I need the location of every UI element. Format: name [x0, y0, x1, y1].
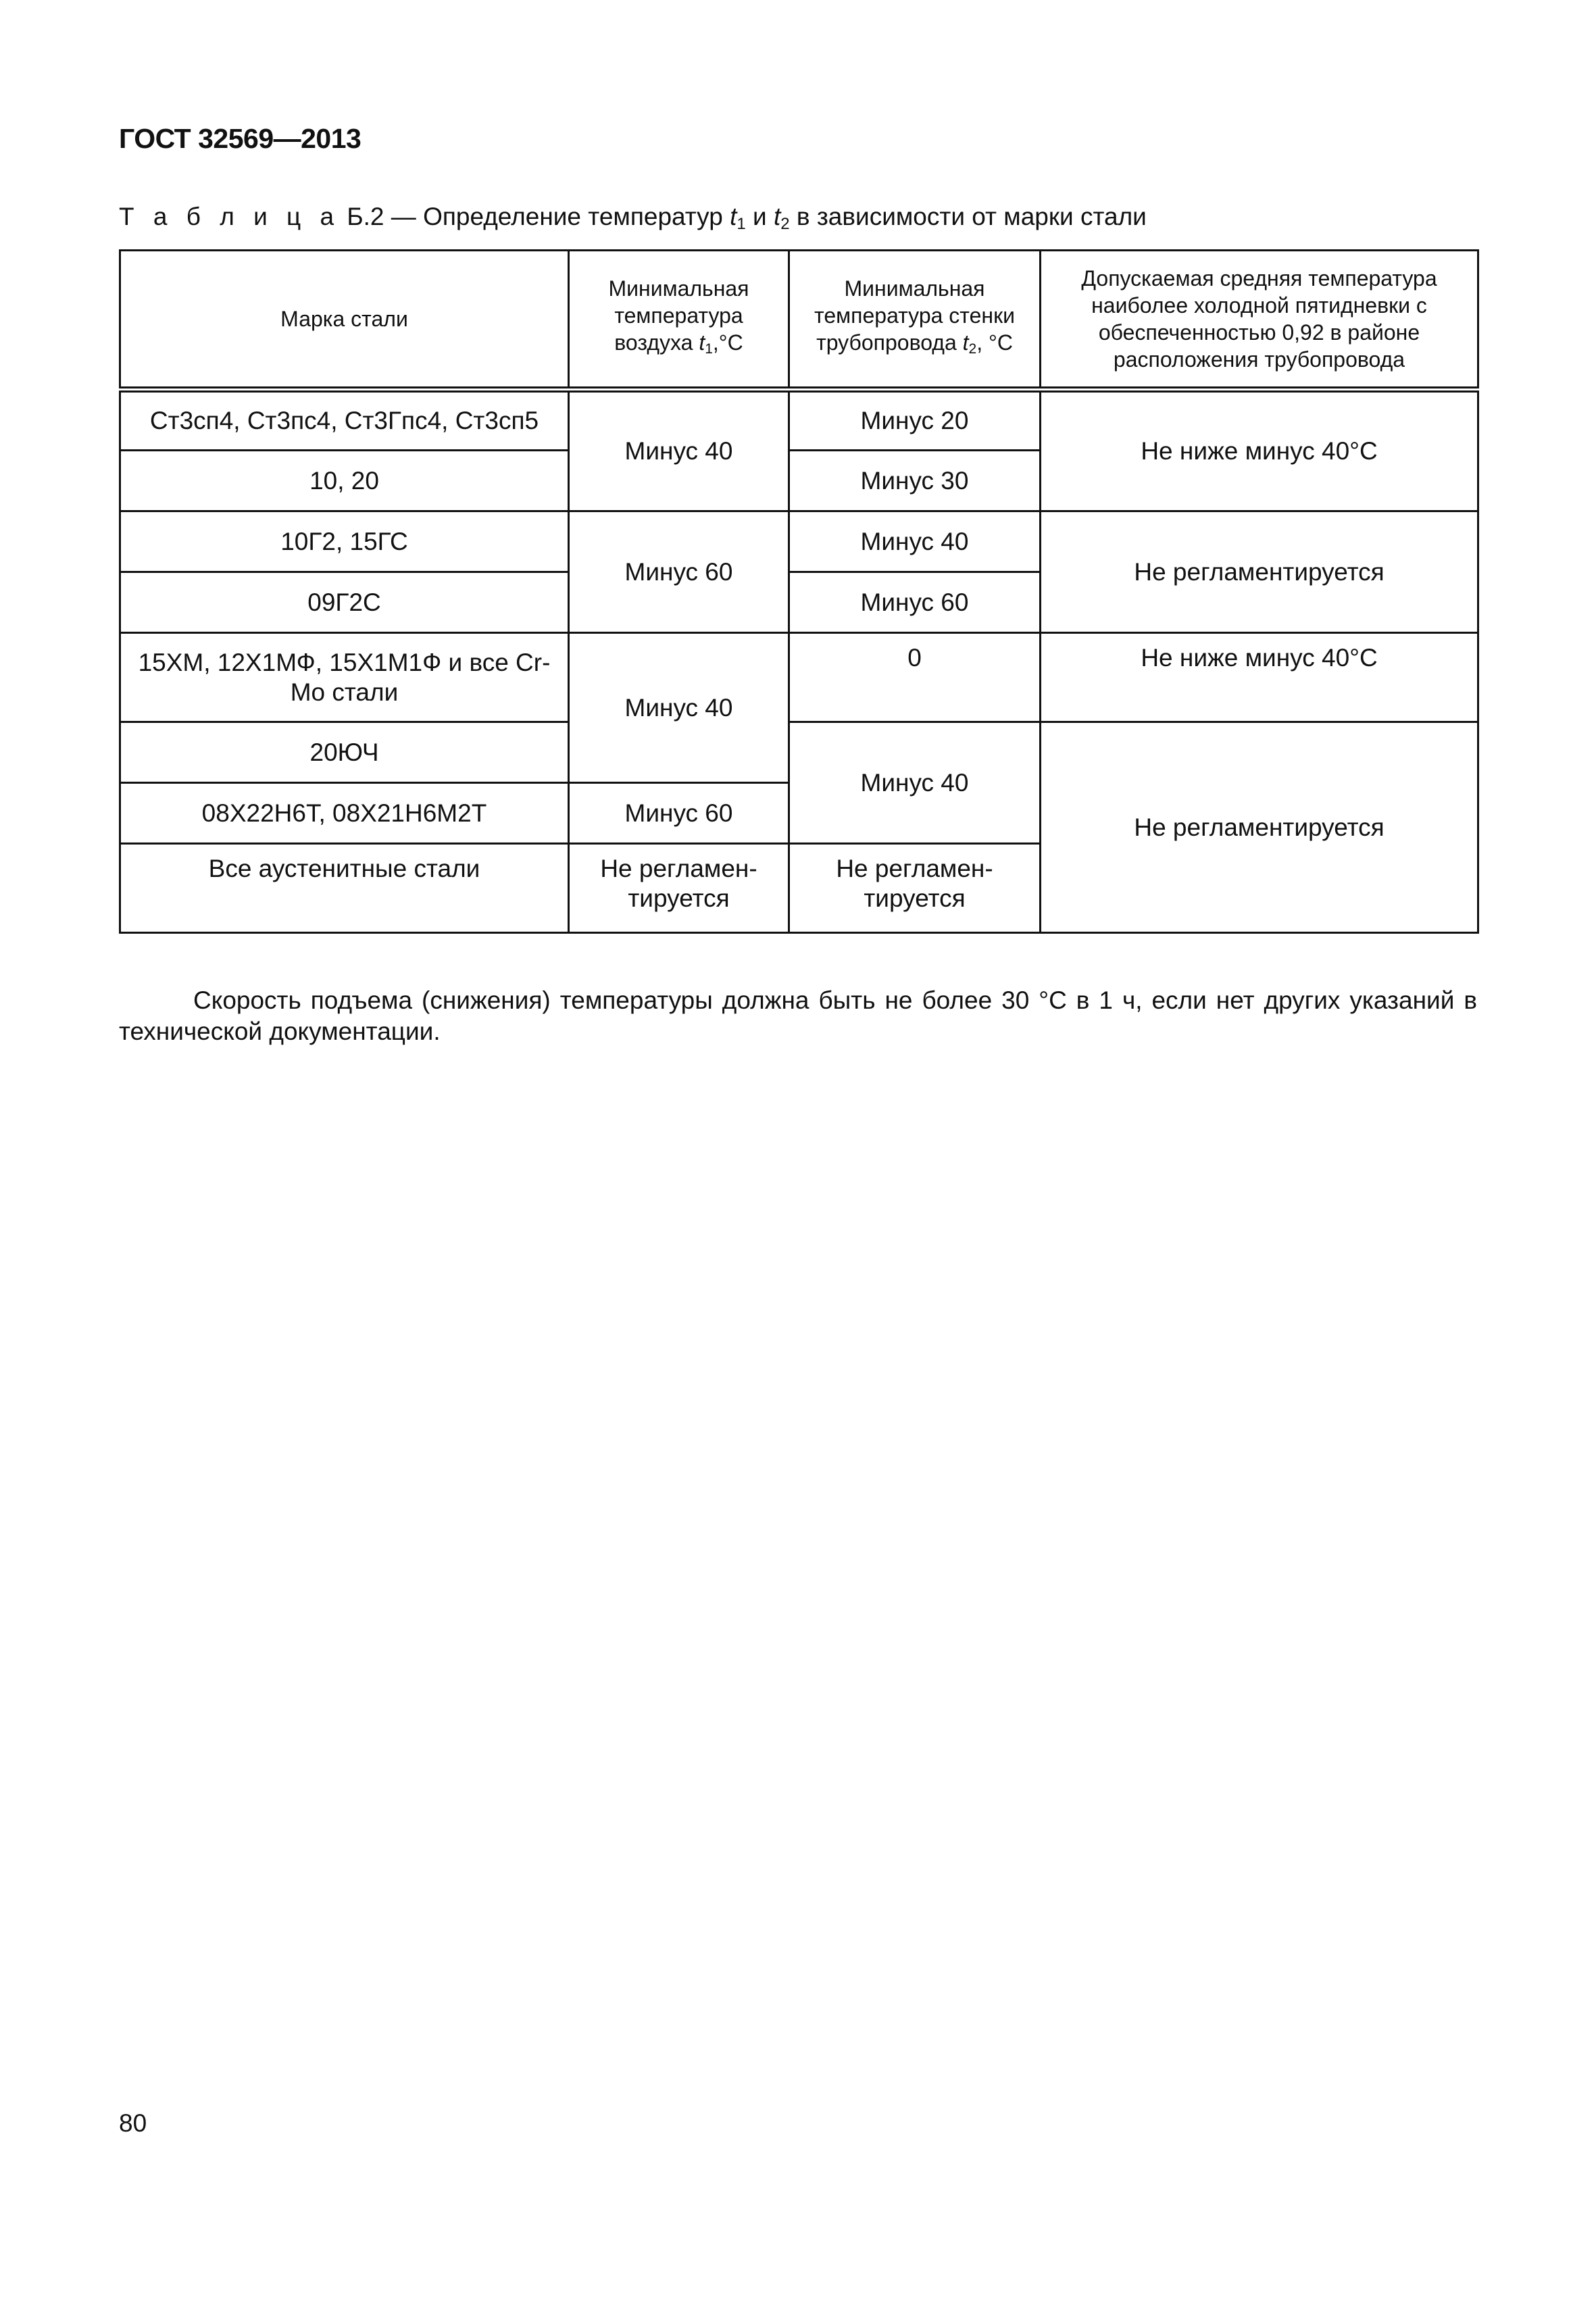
header-wall-temp-var: t	[962, 330, 969, 355]
cell-t1: Минус 60	[569, 783, 789, 844]
cell-grade: Ст3сп4, Ст3пс4, Ст3Гпс4, Ст3сп5	[120, 390, 569, 451]
header-wall-temp-prefix: Минимальная температура стенки трубопровода	[814, 276, 1015, 355]
table-caption	[119, 203, 1147, 234]
page-number: 80	[119, 2109, 147, 2137]
cell-allowed: Не ниже минус 40°С	[1041, 633, 1478, 722]
caption-text-before: Определение температур	[423, 203, 730, 230]
cell-t1: Минус 40	[569, 390, 789, 511]
cell-grade: 10Г2, 15ГС	[120, 511, 569, 572]
table-row	[120, 633, 1478, 722]
table-row	[120, 511, 1478, 572]
cell-t2: Минус 60	[789, 572, 1041, 633]
header-air-temp-prefix: Минимальная температура воздуха	[608, 276, 749, 355]
caption-conj: и	[745, 203, 774, 230]
table-row	[120, 390, 1478, 451]
cell-t1: Не регламен-тируется	[569, 844, 789, 933]
cell-t2: Минус 40	[789, 511, 1041, 572]
header-air-temp-var: t	[699, 330, 705, 355]
cell-allowed: Не ниже минус 40°С	[1041, 390, 1478, 511]
header-wall-temp	[789, 251, 1041, 390]
caption-sub1: 1	[737, 215, 746, 233]
temperature-table	[119, 249, 1479, 934]
cell-grade: 20ЮЧ	[120, 722, 569, 783]
cell-t2: Минус 30	[789, 451, 1041, 511]
caption-dash: —	[384, 203, 424, 230]
caption-var1: t	[730, 203, 737, 230]
header-wall-temp-sub: 2	[968, 341, 977, 357]
note-paragraph: Скорость подъема (снижения) температуры должна быть не более 30 °С в 1 ч, если нет других указаний в технической документации.	[119, 986, 1477, 1045]
cell-t1: Минус 40	[569, 633, 789, 783]
caption-label: Т а б л и ц а	[119, 203, 341, 230]
table-header-row	[120, 251, 1478, 390]
cell-t2: Не регламен-тируется	[789, 844, 1041, 933]
cell-grade: 15ХМ, 12Х1МФ, 15Х1М1Ф и все Cr-Mo стали	[120, 633, 569, 722]
table-row	[120, 722, 1478, 783]
cell-grade: Все аустенитные стали	[120, 844, 569, 933]
caption-sub2: 2	[780, 215, 790, 233]
cell-t2: 0	[789, 633, 1041, 722]
header-air-temp-suffix: ,°С	[712, 330, 743, 355]
caption-text-after: в зависимости от марки стали	[789, 203, 1147, 230]
header-steel-grade: Марка стали	[120, 251, 569, 390]
cell-grade: 09Г2С	[120, 572, 569, 633]
standard-code: ГОСТ 32569—2013	[119, 123, 361, 154]
cell-t1: Минус 60	[569, 511, 789, 633]
cell-t2: Минус 40	[789, 722, 1041, 844]
caption-var2: t	[773, 203, 781, 230]
header-air-temp-sub: 1	[705, 341, 713, 357]
header-air-temp	[569, 251, 789, 390]
cell-t2: Минус 20	[789, 390, 1041, 451]
header-wall-temp-suffix: , °С	[976, 330, 1013, 355]
cell-allowed: Не регламентируется	[1041, 511, 1478, 633]
cell-grade: 08Х22Н6Т, 08Х21Н6М2Т	[120, 783, 569, 844]
caption-number: Б.2	[347, 203, 384, 230]
header-allowed-temp: Допускаемая средняя температура наиболее холодной пятидневки с обеспеченностью 0,92 в районе расположения трубопровода	[1041, 251, 1478, 390]
cell-grade: 10, 20	[120, 451, 569, 511]
cell-allowed: Не регламентируется	[1041, 722, 1478, 933]
